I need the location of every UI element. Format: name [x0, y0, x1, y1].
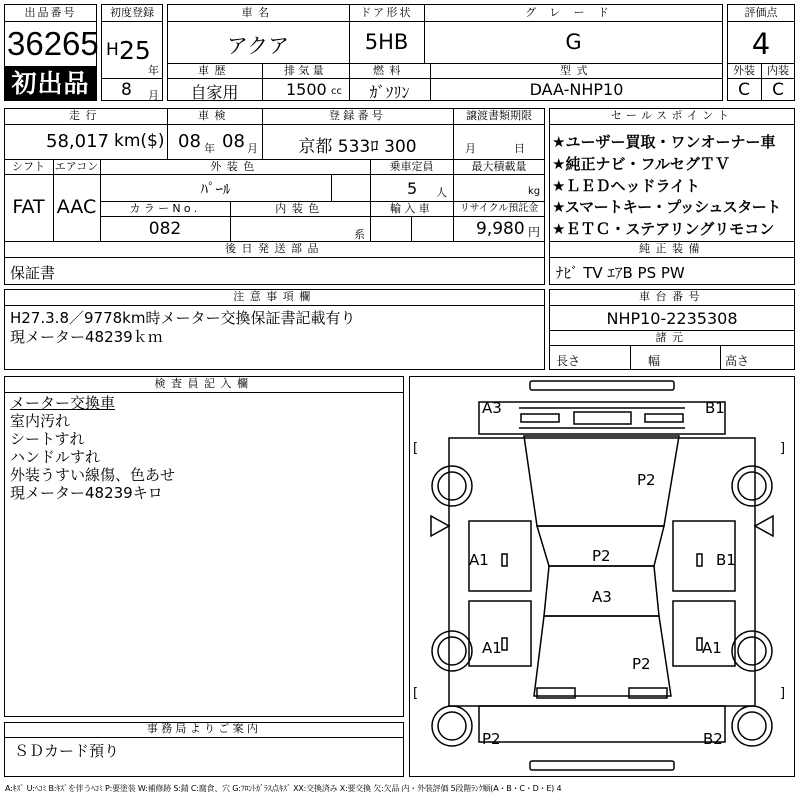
first-reg-month: 8 — [121, 80, 132, 100]
mark-center: A3 — [592, 588, 612, 606]
fuel: ｶﾞｿﾘﾝ — [369, 83, 410, 102]
office-label: 事務局よりご案内 — [146, 722, 262, 735]
inspection-year: 08 — [178, 131, 201, 152]
exterior-color-label: 外装色 — [210, 160, 260, 173]
grade-label: グレード — [525, 6, 622, 19]
lot-number: 36265 — [7, 25, 99, 62]
model-label: 型式 — [560, 64, 593, 77]
max-load-label: 最大積載量 — [471, 160, 527, 173]
mark-corner-top-left: A3 — [482, 399, 502, 417]
dims-label: 諸元 — [655, 331, 689, 344]
first-reg-era: H — [106, 40, 119, 60]
displacement-unit: cc — [331, 86, 342, 97]
interior-color-label: 内装色 — [275, 202, 325, 215]
exterior-grade: C — [738, 80, 750, 100]
genuine-equipment-value: ﾅﾋﾞ TV ｴｱB PS PW — [556, 264, 685, 282]
fuel-label: 燃料 — [373, 64, 406, 77]
chassis-number: NHP10-2235308 — [606, 309, 738, 328]
mark-left-front-door: A1 — [469, 551, 489, 569]
inspector-line-5: 外装うすい線傷、色あせ — [10, 466, 176, 484]
inspector-line-1: メーター交換車 — [10, 394, 116, 412]
displacement: 1500 — [286, 80, 327, 99]
selling-point-1: ★ユーザー買取・ワンオーナー車 — [552, 133, 776, 151]
inspector-line-3: シートすれ — [10, 430, 85, 448]
mileage-unit: km($) — [114, 131, 165, 151]
score: 4 — [751, 27, 771, 61]
interior-label: 内装 — [767, 64, 789, 77]
recycle-label: リサイクル預託金 — [459, 203, 539, 214]
grade: G — [565, 30, 582, 54]
transfer-deadline-label: 譲渡書類期限 — [466, 109, 532, 122]
mark-bracket-right-top: ] — [780, 441, 786, 456]
selling-point-2: ★純正ナビ・フルセグＴＶ — [552, 155, 730, 173]
ac: AAC — [56, 196, 97, 218]
car-name: アクア — [226, 34, 290, 58]
inspection-month: 08 — [222, 131, 245, 152]
selling-point-3: ★ＬＥＤヘッドライト — [552, 177, 700, 195]
score-label: 評価点 — [744, 6, 778, 19]
genuine-equipment-label: 純正装備 — [639, 242, 705, 255]
mark-right-rear: A1 — [702, 639, 722, 657]
exterior-color: ﾊﾟｰﾙ — [200, 180, 231, 198]
later-parts-value: 保証書 — [10, 264, 56, 282]
door-type-label: ドア形状 — [360, 6, 413, 19]
inspector-line-6: 現メーター48239キロ — [10, 484, 163, 502]
mark-corner-bottom-right: B2 — [703, 730, 723, 748]
notes-line-1: H27.3.8／9778km時メーター交換保証書記載有り — [10, 309, 356, 327]
inspector-line-4: ハンドルすれ — [10, 448, 101, 466]
car-name-label: 車名 — [241, 6, 275, 19]
length-label: 長さ — [556, 354, 581, 368]
max-load-unit: kg — [528, 186, 541, 197]
shift: FAT — [12, 196, 45, 218]
inspection-month-unit: 月 — [247, 142, 258, 155]
mark-roof: P2 — [637, 471, 656, 489]
chassis-label: 車台番号 — [639, 290, 705, 303]
mark-corner-top-right: B1 — [705, 399, 725, 417]
later-parts-label: 後日発送部品 — [225, 242, 324, 255]
transfer-day-unit: 日 — [514, 142, 525, 155]
capacity: 5 — [407, 179, 418, 198]
first-listing-text: 初出品 — [11, 69, 90, 98]
interior-grade: C — [772, 80, 784, 100]
recycle: 9,980 — [476, 219, 525, 239]
inspector-label: 検査員記入欄 — [154, 377, 254, 390]
notes-line-2: 現メーター48239ｋｍ — [10, 328, 163, 346]
legend: A:ｷｽﾞ U:ﾍｺﾐ B:ｷｽﾞを伴うﾍｺﾐ P:要塗装 W:補修跡 S:錆 C:腐食、穴 G:ﾌﾛﾝﾄｶﾞﾗｽ点ｷｽﾞ XX:交換済み X:要交換 欠:欠品 内・外装評価 5段階ﾗﾝｸ順(A・B・C・D・E) 4 — [5, 784, 562, 793]
first-reg-year: 25 — [119, 36, 151, 65]
mark-left-rear: A1 — [482, 639, 502, 657]
mark-rear-center: P2 — [632, 655, 651, 673]
mileage: 58,017 — [46, 131, 109, 152]
inspection-label: 車検 — [198, 109, 231, 122]
ac-label: エアコン — [54, 160, 99, 173]
recycle-unit: 円 — [528, 225, 541, 239]
width-label: 幅 — [648, 354, 661, 368]
color-no-label: カラーNo. — [129, 202, 201, 215]
capacity-label: 乗車定員 — [389, 160, 434, 173]
shift-label: シフト — [12, 160, 45, 173]
displacement-label: 排気量 — [284, 64, 327, 77]
model: DAA-NHP10 — [529, 80, 624, 99]
history-label: 車歴 — [198, 64, 231, 77]
selling-points-label: セールスポイント — [610, 109, 734, 122]
interior-color-suffix: 系 — [354, 228, 365, 241]
door-type: 5HB — [364, 30, 409, 54]
mark-bracket-right-bottom: ] — [780, 686, 786, 701]
mark-roof-center: P2 — [592, 547, 611, 565]
color-no: 082 — [148, 219, 182, 239]
height-label: 高さ — [725, 354, 750, 368]
month-unit: 月 — [148, 89, 159, 102]
history: 自家用 — [190, 83, 239, 102]
year-unit: 年 — [148, 64, 159, 77]
inspector-line-2: 室内汚れ — [10, 412, 71, 430]
import-label: 輸入車 — [390, 202, 433, 215]
notes-label: 注意事項欄 — [233, 290, 316, 303]
mark-bracket-left-bottom: [ — [413, 686, 419, 701]
registration-label: 登録番号 — [328, 109, 387, 122]
car-diagram — [409, 376, 795, 777]
capacity-unit: 人 — [436, 186, 447, 199]
inspection-year-unit: 年 — [204, 142, 215, 155]
exterior-label: 外装 — [733, 64, 755, 77]
office-value: ＳＤカード預り — [14, 742, 120, 760]
registration: 京都 533ﾛ 300 — [298, 137, 417, 157]
mark-bracket-left-top: [ — [413, 441, 419, 456]
mark-right-front-door: B1 — [716, 551, 736, 569]
selling-point-4: ★スマートキー・プッシュスタート — [552, 198, 781, 216]
lot-number-label: 出品番号 — [24, 6, 77, 19]
selling-point-5: ★ＥＴＣ・ステアリングリモコン — [552, 220, 775, 238]
first-reg-label: 初度登録 — [110, 6, 154, 19]
transfer-month-unit: 月 — [465, 142, 476, 155]
mark-corner-bottom-left: P2 — [482, 730, 501, 748]
mileage-label: 走行 — [69, 109, 102, 122]
